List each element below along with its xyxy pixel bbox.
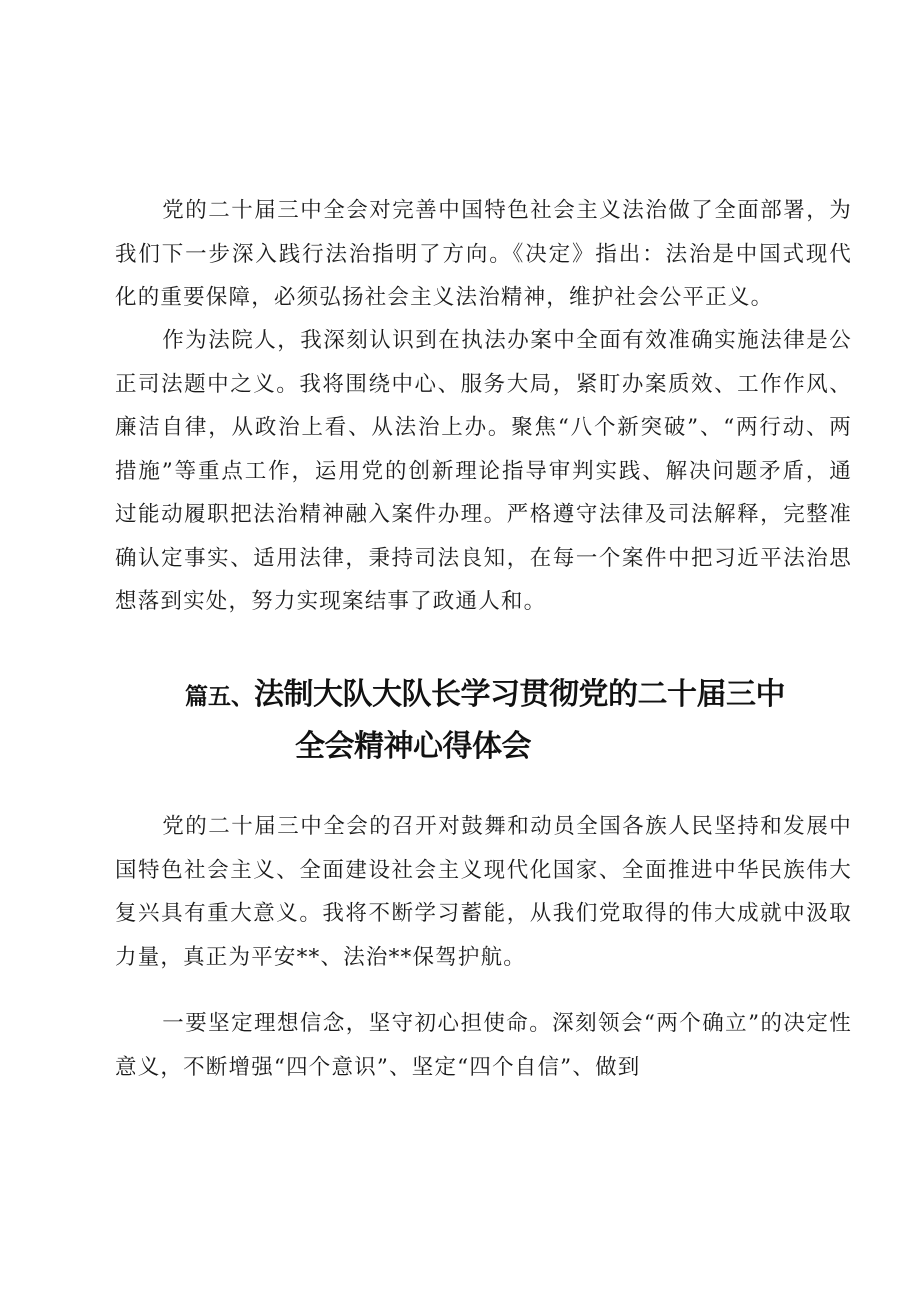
section-number: 篇五、	[185, 684, 254, 710]
paragraph-4: 一要坚定理想信念，坚守初心担使命。深刻领会“两个确立”的决定性意义，不断增强“四个意识”、坚定“四个自信”、做到	[115, 1011, 852, 1080]
paragraph-3: 党的二十届三中全会的召开对鼓舞和动员全国各族人民坚持和发展中国特色社会主义、全面建设社会主义现代化国家、全面推进中华民族伟大复兴具有重大意义。我将不断学习蓄能，从我们党取得的伟大成就中汲取力量，真正为平安**、法治**保驾护航。	[115, 814, 852, 970]
section-title-part-1: 法制大队大队长学习贯彻党的二十届三中	[254, 677, 785, 712]
section-title-part-2: 全会精神心得体会	[295, 729, 531, 764]
section-heading-line-1	[150, 670, 850, 722]
paragraph-1: 党的二十届三中全会对完善中国特色社会主义法治做了全面部署，为我们下一步深入践行法治指明了方向。《决定》指出：法治是中国式现代化的重要保障，必须弘扬社会主义法治精神，维护社会公平正义。	[115, 198, 852, 310]
paragraph-2: 作为法院人，我深刻认识到在执法办案中全面有效准确实施法律是公正司法题中之义。我将围绕中心、服务大局，紧盯办案质效、工作作风、廉洁自律，从政治上看、从法治上办。聚焦“八个新突破”、“两行动、两措施”等重点工作，运用党的创新理论指导审判实践、解决问题矛盾，通过能动履职把法治精神融入案件办理。严格遵守法律及司法解释，完整准确认定事实、适用法律，秉持司法良知，在每一个案件中把习近平法治思想落到实处，努力实现案结事了政通人和。	[115, 328, 852, 614]
section-heading	[150, 670, 850, 772]
